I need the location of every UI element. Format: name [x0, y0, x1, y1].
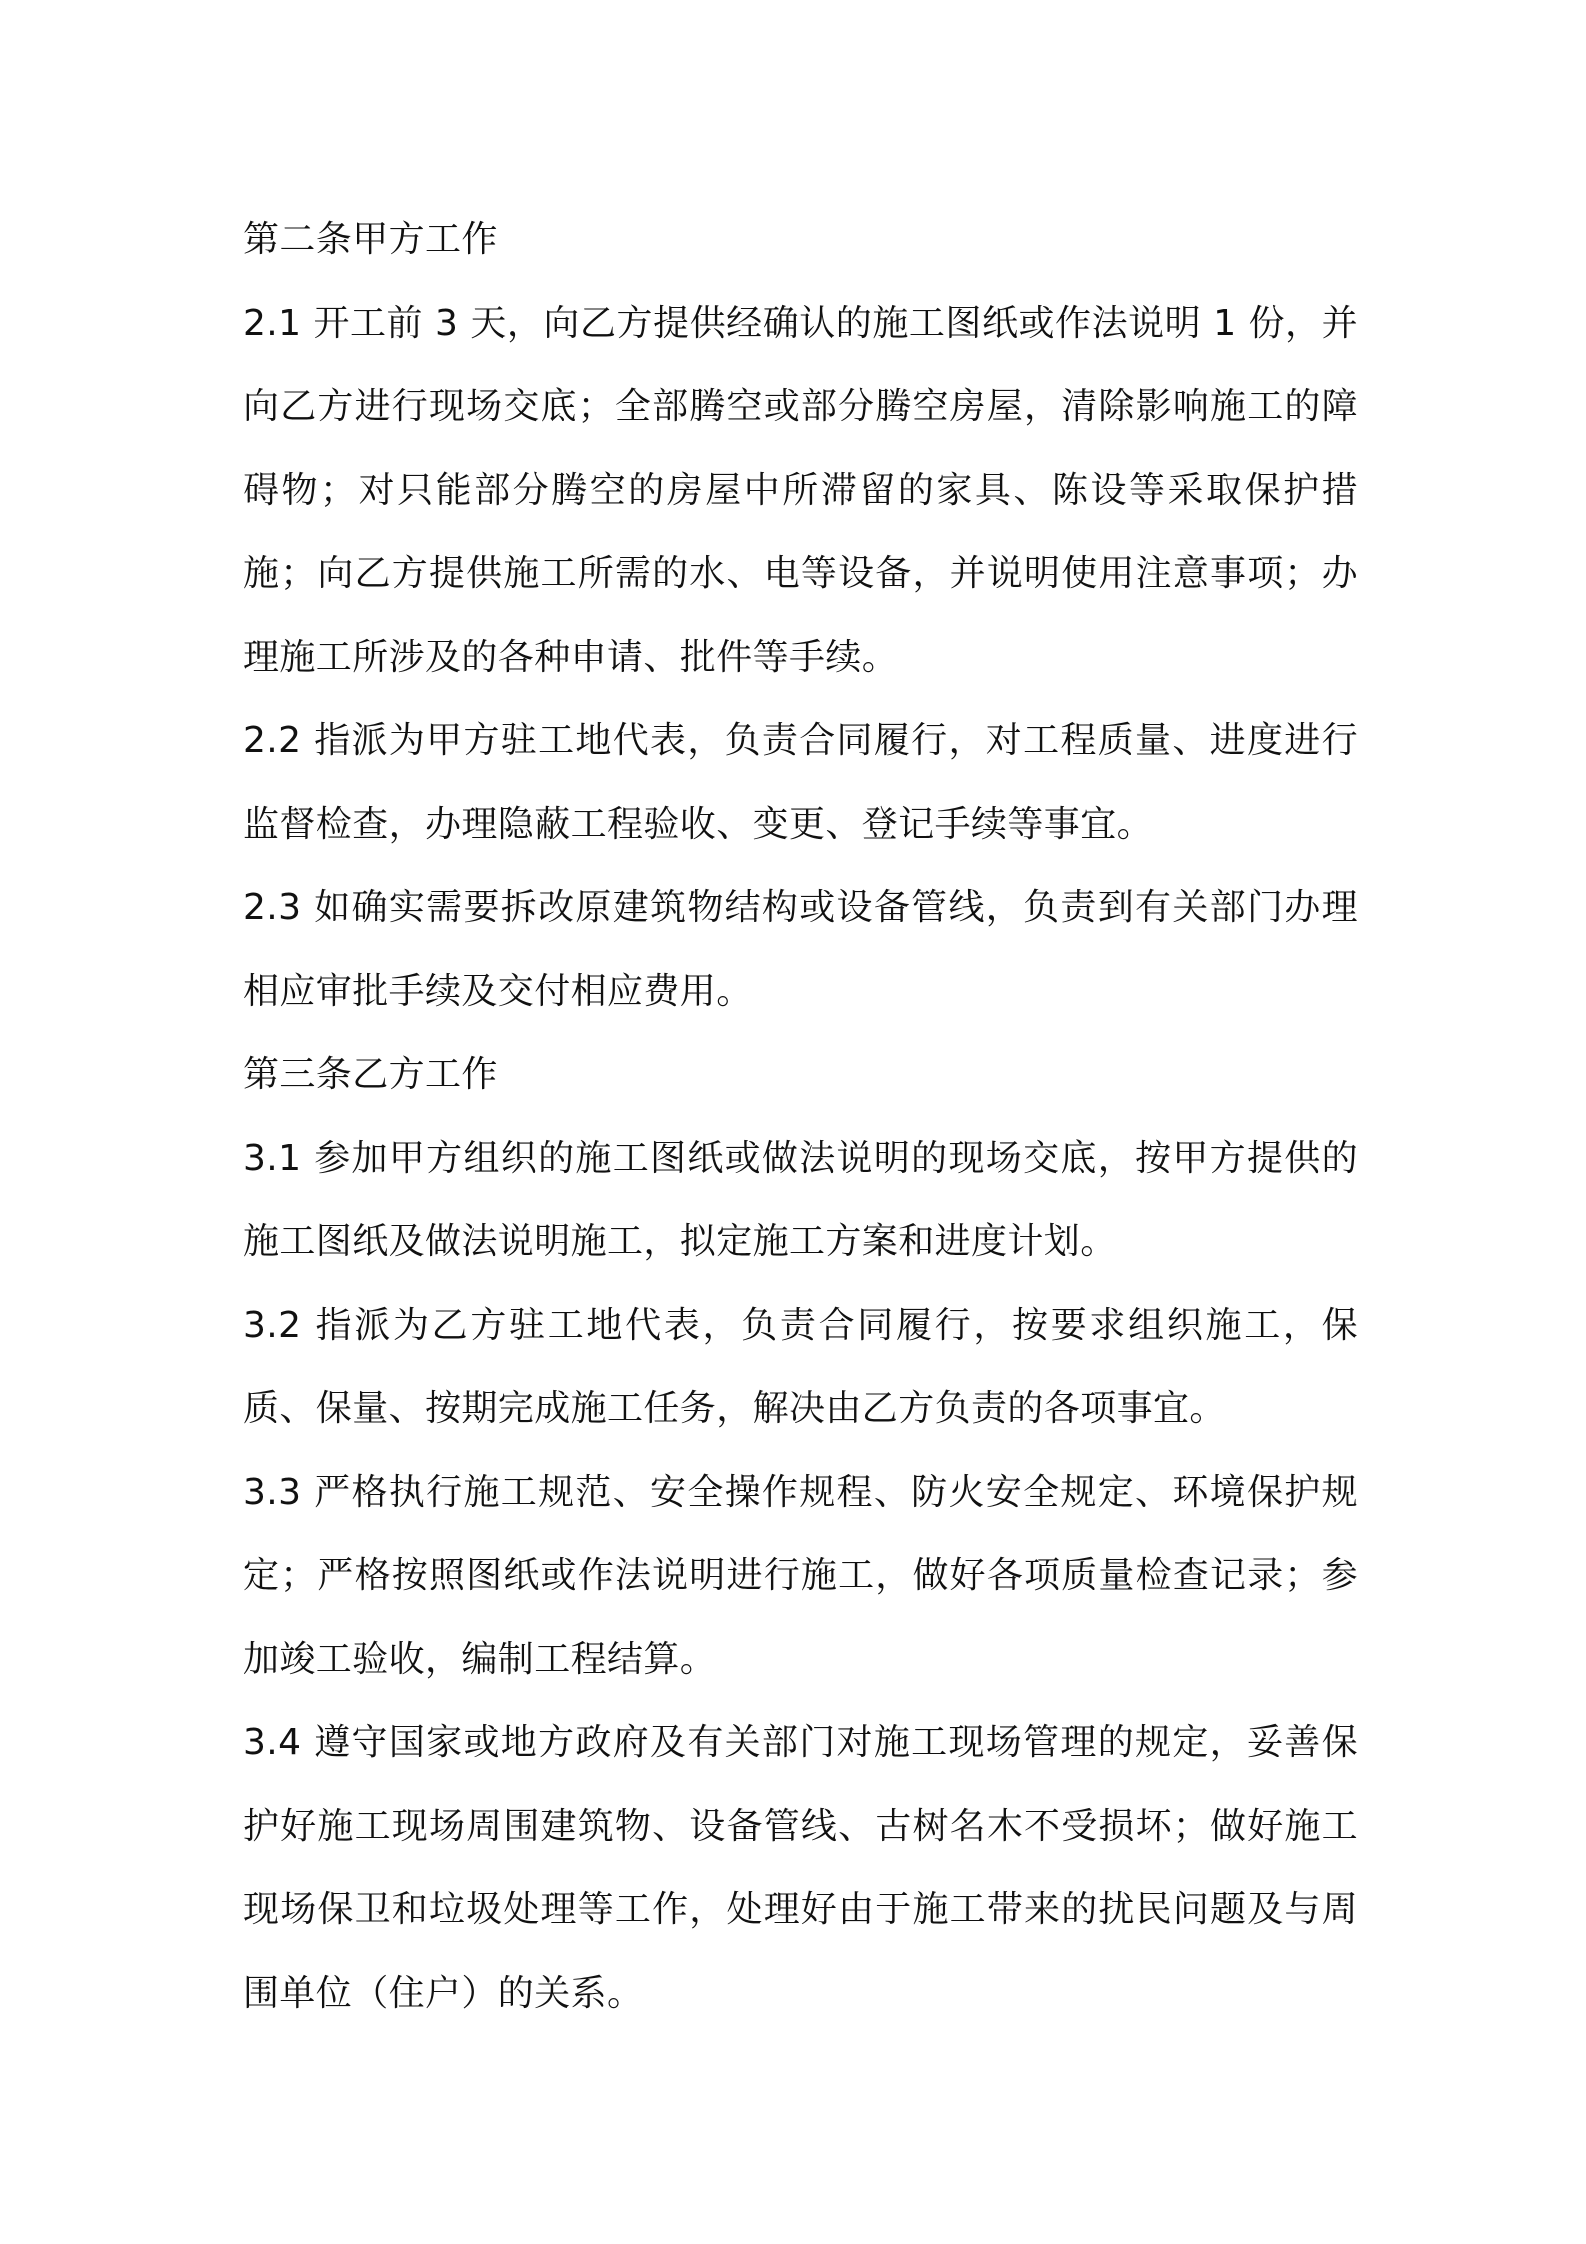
- clause-2-3: 2.3 如确实需要拆改原建筑物结构或设备管线，负责到有关部门办理相应审批手续及交付相应费用。: [243, 887, 1358, 1012]
- clause-3-4: 3.4 遵守国家或地方政府及有关部门对施工现场管理的规定，妥善保护好施工现场周围建筑物、设备管线、古树名木不受损坏；做好施工现场保卫和垃圾处理等工作，处理好由于施工带来的扰民问题及与周围单位（住户）的关系。: [243, 1722, 1358, 2014]
- section-heading-party-b: 第三条乙方工作: [243, 1054, 498, 1095]
- clause-3-2: 3.2 指派为乙方驻工地代表，负责合同履行，按要求组织施工，保质、保量、按期完成施工任务，解决由乙方负责的各项事宜。: [243, 1304, 1358, 1429]
- section-heading-party-a: 第二条甲方工作: [243, 219, 498, 260]
- clause-3-3: 3.3 严格执行施工规范、安全操作规程、防火安全规定、环境保护规定；严格按照图纸或作法说明进行施工，做好各项质量检查记录；参加竣工验收，编制工程结算。: [243, 1471, 1358, 1680]
- clause-2-2: 2.2 指派为甲方驻工地代表，负责合同履行，对工程质量、进度进行监督检查，办理隐蔽工程验收、变更、登记手续等事宜。: [243, 720, 1358, 845]
- clause-2-1: 2.1 开工前 3 天，向乙方提供经确认的施工图纸或作法说明 1 份，并向乙方进行现场交底；全部腾空或部分腾空房屋，清除影响施工的障碍物；对只能部分腾空的房屋中所滞留的家具、陈设等采取保护措施；向乙方提供施工所需的水、电等设备，并说明使用注意事项；办理施工所涉及的各种申请、批件等手续。: [243, 302, 1358, 678]
- document-body: [243, 198, 1358, 2035]
- clause-3-1: 3.1 参加甲方组织的施工图纸或做法说明的现场交底，按甲方提供的施工图纸及做法说明施工，拟定施工方案和进度计划。: [243, 1137, 1358, 1262]
